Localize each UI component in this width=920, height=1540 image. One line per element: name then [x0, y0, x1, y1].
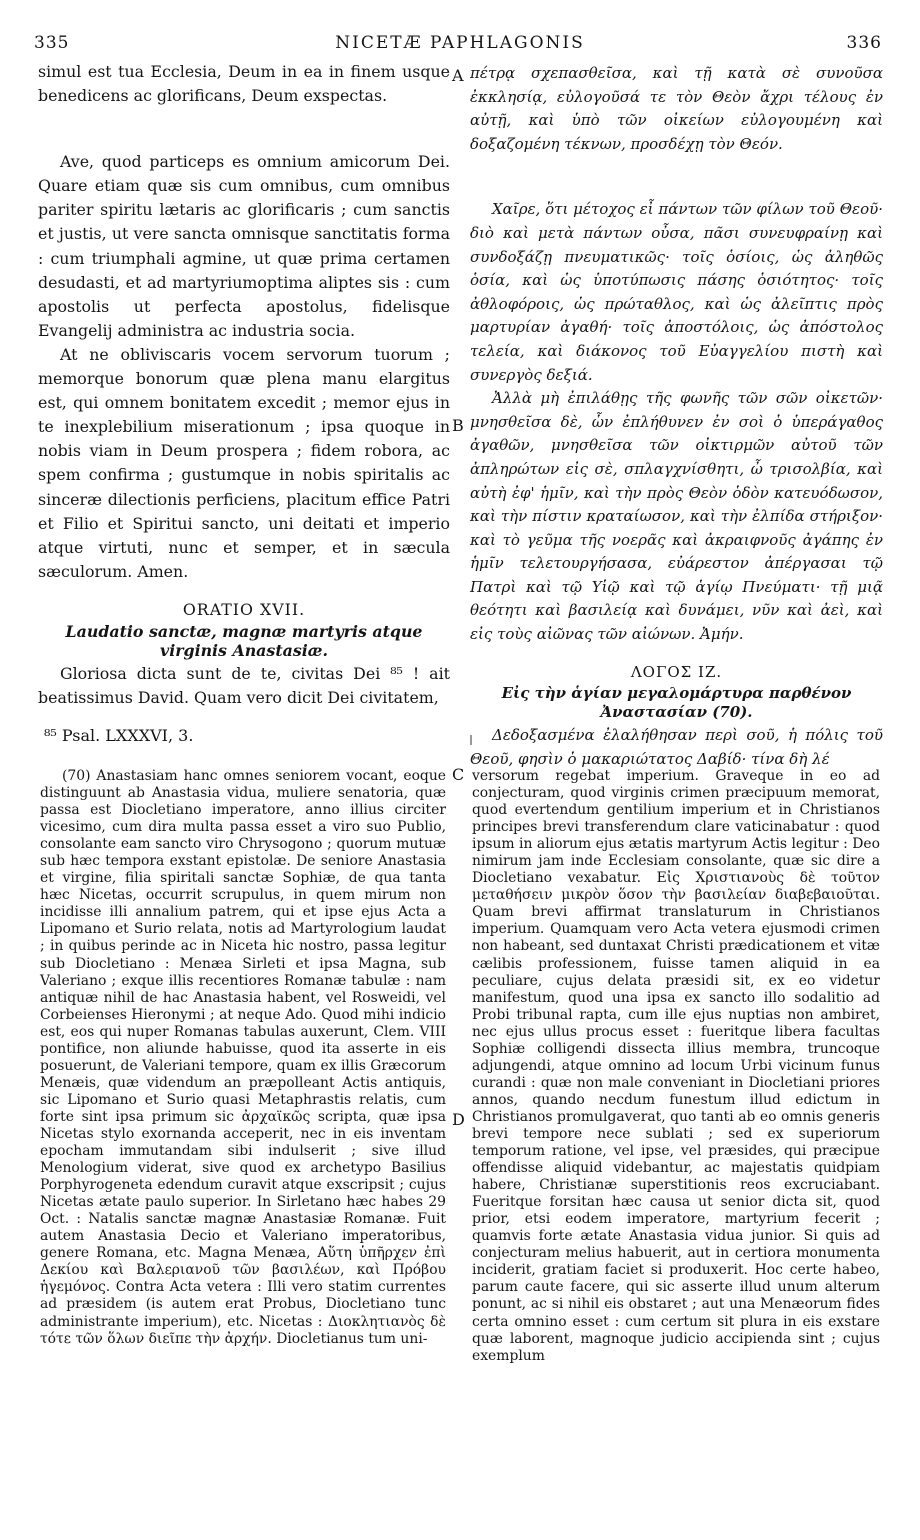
- page-number-left: 335: [34, 33, 70, 53]
- margin-letter-b: B: [452, 416, 464, 435]
- oration-title-latin: ORATIO XVII.: [182, 599, 306, 619]
- latin-paragraph: Gloriosa dicta sunt de te, civitas Dei ⁸⁵ ! ait beatissimus David. Quam vero dicit Dei civitatem,: [38, 663, 450, 708]
- oration-subtitle-latin: Laudatio sanctæ, magnæ martyris atque virginis Anastasiæ.: [65, 621, 423, 660]
- greek-paragraph: Χαῖρε, ὅτι μέτοχος εἶ πάντων τῶν φίλων τοῦ Θεοῦ· διὸ καὶ μετὰ πάντων οὖσα, πᾶσι συνευφραίνῃ καὶ συνδοξάζῃ πνευματικῶς· τοῖς ὁσίοις, ὡς ἀληθῶς ὁσία, καὶ ὡς ὑποτύπωσις πάσης ὁσιότητος· τοῖς ἀθλοφόροις, ὡς πρώταθλος, καὶ ὡς ἀλεῖπτις πρὸς μαρτυρίαν ἀγαθή· τοῖς ἀποστόλοις, ὡς ἀπόστολος τελεία, καὶ διάκονος τοῦ Εὐαγγελίου πιστὴ καὶ συνεργὸς δεξιά.: [470, 200, 883, 384]
- oration-title-greek: ΛΟΓΟΣ ΙΖ.: [630, 662, 723, 681]
- commentary-right: [472, 768, 880, 1365]
- oration-subtitle-greek: Εἰς τὴν ἁγίαν μεγαλομάρτυρα παρθένον Ἀναστασίαν (70).: [501, 684, 852, 722]
- latin-column: [38, 60, 450, 710]
- margin-letter-a: A: [452, 66, 464, 85]
- footnote: ⁸⁵ Psal. LXXXVI, 3.: [44, 726, 194, 745]
- paragraph-gap: [470, 156, 883, 198]
- latin-paragraph: simul est tua Ecclesia, Deum in ea in finem usque benedicens ac glorificans, Deum exspectas.: [38, 62, 450, 106]
- latin-paragraph: At ne obliviscaris vocem servorum tuorum ; memorque bonorum quæ plena manu elargitus est, qui omnem bonitatem excedit ; memor ejus in te inexplebilium miserationum ; ipsa quoque in nobis viam in Deum prospera ; fidem robora, ac spem confirma ; gustumque in nobis spiritalis ac sinceræ dilectionis perficiens, placitum effice Patri et Filio et Spiritui sancto, uni deitati et imperio atque virtuti, nunc et semper, et in sæcula sæculorum. Amen.: [38, 344, 450, 581]
- greek-paragraph: Δεδοξασμένα ἐλαλήθησαν περὶ σοῦ, ἡ πόλις τοῦ Θεοῦ, φησὶν ὁ μακαριώτατος Δαβίδ· τίνα δὴ λέ: [470, 726, 883, 768]
- greek-paragraph: πέτρᾳ σχεπασθεῖσα, καὶ τῇ κατὰ σὲ συνοῦσα ἐκκλησίᾳ, εὐλογοῦσά τε τὸν Θεὸν ἄχρι τέλους ἐν αὐτῇ, καὶ ὑπὸ τῶν οἰκείων εὐλογουμένη καὶ δοξαζομένη τέκνων, προσδέχῃ τὸν Θεόν.: [470, 64, 883, 153]
- page-number-right: 336: [846, 33, 882, 53]
- greek-paragraph: Ἀλλὰ μὴ ἐπιλάθῃς τῆς φωνῆς τῶν σῶν οἰκετῶν· μνησθεῖσα δὲ, ὧν ἐπλήθυνεν ἐν σοὶ ὁ ὑπεράγαθος ἀγαθῶν, μνησθεῖσα τῶν οἰκτιρμῶν αὐτοῦ τῶν ἀπληρώτων εἰς σὲ, σπλαγχνίσθητι, ὦ τρισολβία, καὶ αὐτὴ ἐφ' ἡμῖν, καὶ τὴν πρὸς Θεὸν ὁδὸν κατευόδωσον, καὶ τὴν πίστιν κραταίωσον, καὶ τὴν ἐλπίδα στήριξον· καὶ τὸ γεῦμα τῆς νοερᾶς καὶ ἀκραιφνοῦς ἀγάπης ἐν ἡμῖν τελετουργήσασα, εὐάρεστον ἀπέργασαι τῷ Πατρὶ καὶ τῷ Υἱῷ καὶ τῷ ἁγίῳ Πνεύματι· τῇ μιᾷ θεότητι καὶ βασιλείᾳ καὶ δυνάμει, νῦν καὶ ἀεὶ, καὶ εἰς τοὺς αἰῶνας τῶν αἰώνων. Ἀμήν.: [470, 389, 883, 644]
- latin-paragraph: Ave, quod particeps es omnium amicorum Dei. Quare etiam quæ sis cum omnibus, cum omnibus pariter spiritu lætaris ac glorificaris ; cum sanctis et justis, ut vere sancta omnisque sanctitatis forma : cum triumphali agmine, ut quæ prima certamen desudasti, et ad martyriumoptima aliptes sis : cum apostolis ut perfecta apostolus, fidelisque Evangelij administra ac industria socia.: [38, 152, 450, 340]
- running-title: NICETÆ PAPHLAGONIS: [335, 33, 585, 53]
- commentary-left: [40, 768, 446, 1348]
- margin-letter-c: C: [452, 765, 465, 784]
- paragraph-gap: [38, 108, 450, 150]
- divider: [470, 735, 472, 745]
- greek-column: [470, 62, 883, 771]
- commentary-paragraph: versorum regebat imperium. Graveque in eo ad conjecturam, quod virginis crimen præcipuum memorat, quod evertendum gentilium imperium et in Christianos principes brevi transferendum clare vaticinabatur : quod ipsum in aliorum ejus ætatis martyrum Actis legitur : Deo nimirum jam inde Ecclesiam consolante, quæ sic dire a Diocletiano vexabatur. Εἰς Χριστιανοὺς δὲ τοῦτον μεταθήσειν μικρὸν ὅσον τὴν βασιλείαν διαβεβαιοῦται. Quam brevi affirmat translaturum in Christianos imperium. Quamquam vero Acta vetera ejusmodi crimen non habeant, sed duntaxat Christi prædicationem et vitæ cælibis professionem, fuisse tamen aliquid in ea peculiare, cujus delata præsidi sit, ex eo videtur manifestum, quod una ipsa ex sancto illo sodalitio ad Probi tribunal rapta, cum ille ejus nuptias non ambiret, nec ejus ullus procus esset : fueritque libera facultas Sophiæ colligendi dissecta illius membra, truncoque adjungendi, atque omnino ad locum Urbi vicinum funus curandi : quæ non male conveniant in Diocletiani priores annos, quando necdum funestum illud edictum in Christianos promulgaverat, quo tanti ab eo omnis generis brevi tempore nece sublati ; sed ex superiorum temporum ratione, vel ipse, vel præsides, qui præcipue offendisse aliquid videbantur, ac majestatis quidpiam habere, Christianæ superstitionis reos excruciabant. Fueritque forsitan hæc causa ut senior dicta sit, quod prior, etsi eodem imperatore, martyrium fecerit ; quamvis forte ætate Anastasia vidua junior. Si quis ad conjecturam melius habuerit, aut in certiora monumenta inciderit, gratiam faciet si produxerit. Hoc certe habeo, parum caute facere, qui sic asserte illud unum alterum ponunt, ac si nihil eis obstaret ; aut una Menæorum fides certa omnino esset : cum certum sit plura in eis exstare quæ laborent, magnoque judicio accipienda sint ; cujus exemplum: [472, 768, 880, 1364]
- margin-letter-d: D: [452, 1110, 465, 1129]
- commentary-paragraph: (70) Anastasiam hanc omnes seniorem vocant, eoque distinguunt ab Anastasia vidua, muliere senatoria, quæ passa est Diocletiano imperatore, anno illius circiter vicesimo, cum dira multa passa esset a viro suo Publio, consolante eam sancto viro Chrysogono ; quorum mutuæ sub hæc tempora exstant epistolæ. De seniore Anastasia et virgine, filia spiritali sanctæ Sophiæ, de qua tanta hæc Nicetas, occurrit scrupulus, in quem mirum non incidisse illi annalium patrem, qui et ipse ejus Acta a Lipomano et Surio relata, notis ad Martyrologium laudat ; in quibus perinde ac in Niceta hic nostro, passa legitur sub Diocletiano : Menæa Sirleti et ipsa Magna, sub Valeriano ; exque illis recentiores Romanæ tabulæ : nam antiquæ nihil de hac Anastasia habent, vel Rosweidi, vel Corbeienses Hieronymi ; at neque Ado. Quod mihi indicio est, eos qui nuper Romanas tabulas auxerunt, Clem. VIII pontifice, non aliunde habuisse, quod ita asserte in eis posuerunt, de Valeriani tempore, quam ex illis Græcorum Menæis, quæ videndum an præpolleant Actis antiquis, sic Lipomano et Surio quasi Metaphrastis relatis, cum forte sint ipsa primum sic ἀρχαϊκῶς scripta, quæ ipsa Nicetas stylo exornanda acceperit, nec in eis inventam epocham immutandam sibi indulserit ; sive illud Menologium viderat, sive quod ex archetypo Basilius Porphyrogeneta edendum curavit atque exscripsit ; cujus Nicetas ætate paulo superior. In Sirletano hæc habes 29 Oct. : Natalis sanctæ magnæ Anastasiæ Romanæ. Fuit autem Anastasia Decio et Valeriano imperatoribus, genere Romana, etc. Magna Menæa, Αὕτη ὑπῆρχεν ἐπὶ Δεκίου καὶ Βαλεριανοῦ τῶν βασιλέων, καὶ Πρόβου ἡγεμόνος. Contra Acta vetera : Illi vero statim currentes ad præsidem (is autem erat Probus, Diocletiano tunc administrante imperium), etc. Nicetas : Διοκλητιανὸς δὲ τότε τῶν ὅλων διεῖπε τὴν ἀρχήν. Diocletianus tum uni-: [40, 768, 446, 1347]
